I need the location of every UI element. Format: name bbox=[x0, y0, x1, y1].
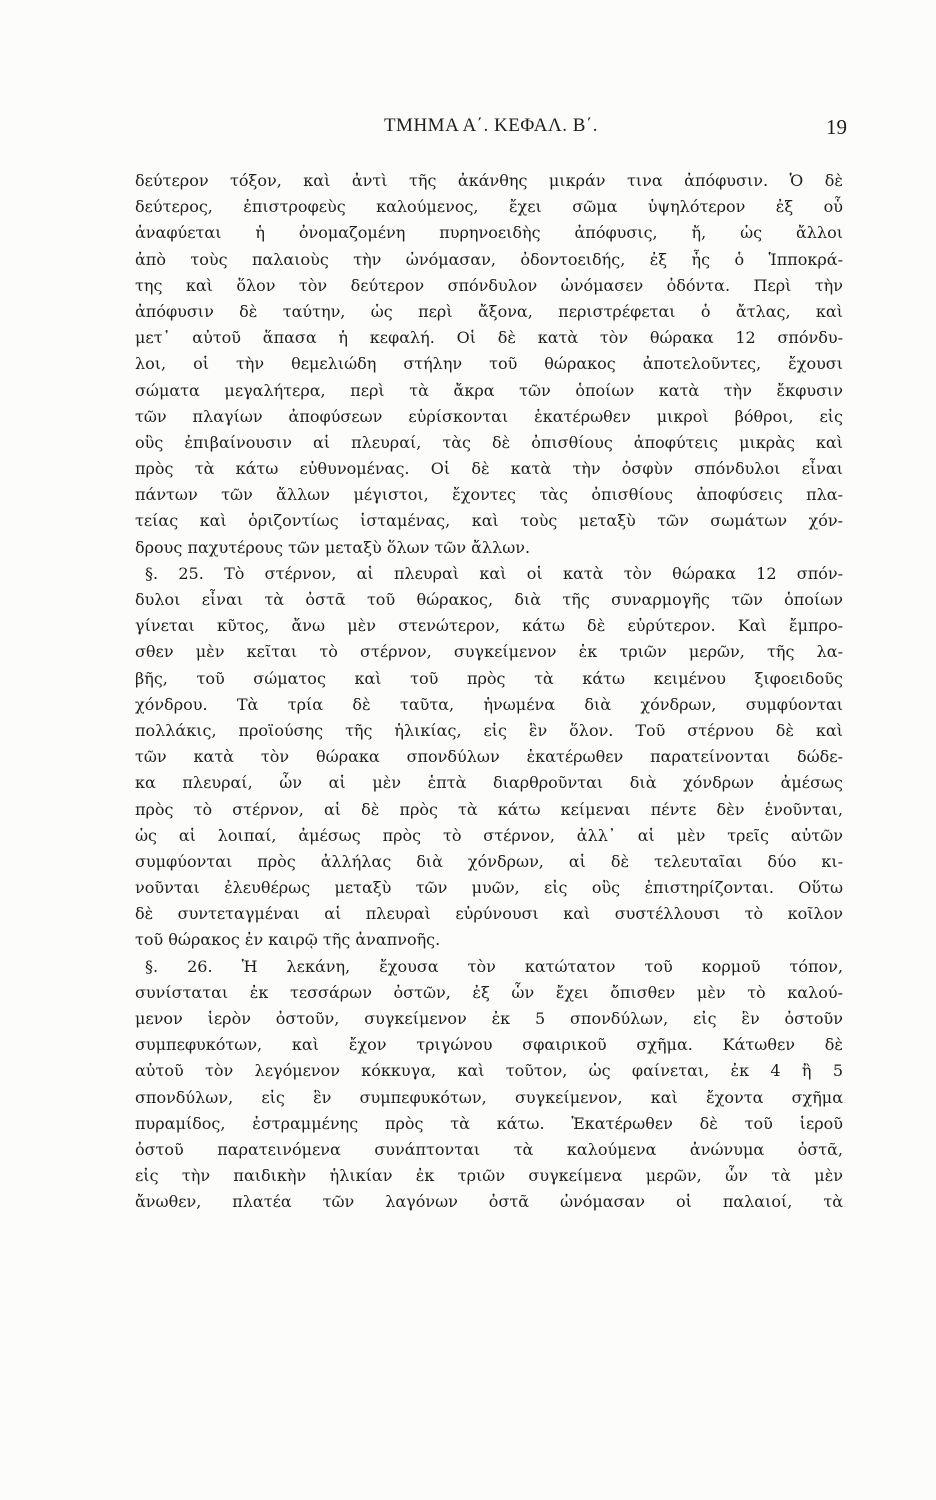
text-line: ὀστοῦ παρατεινόμενα συνάπτονται τὰ καλούμενα ἀνώνυμα ὀστᾶ, bbox=[135, 1139, 843, 1159]
text-line: ἀναφύεται ἡ ὀνομαζομένη πυρηνοειδὴς ἀπόφυσις, ἤ, ὡς ἄλλοι bbox=[135, 223, 843, 243]
text-line: γίνεται κῦτος, ἄνω μὲν στενώτερον, κάτω δὲ εὐρύτερον. Καὶ ἔμπρο- bbox=[135, 616, 843, 636]
text-line: ἄνωθεν, πλατέα τῶν λαγόνων ὀστᾶ ὠνόμασαν οἱ παλαιοί, τὰ bbox=[135, 1192, 843, 1212]
text-line: πυραμίδος, ἐστραμμένης πρὸς τὰ κάτω. Ἑκατέρωθεν δὲ τοῦ ἱεροῦ bbox=[135, 1113, 843, 1133]
text-line: οὓς ἐπιβαίνουσιν αἱ πλευραί, τὰς δὲ ὀπισθίους ἀποφύτεις μικρὰς καὶ bbox=[135, 432, 843, 452]
text-line: σθεν μὲν κεῖται τὸ στέρνον, συγκείμενον ἐκ τριῶν μερῶν, τῆς λα- bbox=[135, 642, 843, 662]
text-line: πρὸς τὰ κάτω εὐθυνομένας. Οἱ δὲ κατὰ τὴν ὀσφὺν σπόνδυλοι εἶναι bbox=[135, 459, 843, 479]
text-line: ὡς αἱ λοιπαί, ἀμέσως πρὸς τὸ στέρνον, ἀλλ᾽ αἱ μὲν τρεῖς αὐτῶν bbox=[135, 825, 843, 845]
text-line: ἀπὸ τοὺς παλαιοὺς τὴν ὠνόμασαν, ὀδοντοειδής, ἐξ ἧς ὁ Ἱπποκρά- bbox=[135, 249, 843, 269]
text-line: δεύτερον τόξον, καὶ ἀντὶ τῆς ἀκάνθης μικράν τινα ἀπόφυσιν. Ὁ δὲ bbox=[135, 171, 843, 190]
text-line: τῶν πλαγίων ἀποφύσεων εὑρίσκονται ἑκατέρωθεν μικροὶ βόθροι, εἰς bbox=[135, 406, 843, 426]
page-number: 19 bbox=[826, 115, 847, 139]
text-line: δυλοι εἶναι τὰ ὀστᾶ τοῦ θώρακος, διὰ τῆς συναρμογῆς τῶν ὁποίων bbox=[135, 590, 843, 609]
text-line: πολλάκις, προϊούσης τῆς ἡλικίας, εἰς ἓν ὅλον. Τοῦ στέρνου δὲ καὶ bbox=[135, 720, 843, 740]
text-line: πρὸς τὸ στέρνον, αἱ δὲ πρὸς τὰ κάτω κείμεναι πέντε δὲν ἑνοῦνται, bbox=[135, 799, 843, 819]
text-line: συμπεφυκότων, καὶ ἔχον τριγώνου σφαιρικοῦ σχῆμα. Κάτωθεν δὲ bbox=[135, 1035, 843, 1055]
text-line: ἀπόφυσιν δὲ ταύτην, ὡς περὶ ἄξονα, περιστρέφεται ὁ ἄτλας, καὶ bbox=[135, 301, 843, 321]
text-line: νοῦνται ἐλευθέρως μεταξὺ τῶν μυῶν, εἰς οὓς ἐπιστηρίζονται. Οὕτω bbox=[135, 878, 843, 898]
text-line: συμφύονται πρὸς ἀλλήλας διὰ χόνδρων, αἱ δὲ τελευταῖαι δύο κι- bbox=[135, 851, 843, 871]
text-line: δρους παχυτέρους τῶν μεταξὺ ὅλων τῶν ἄλλων. bbox=[135, 537, 531, 557]
text-line: τῶν κατὰ τὸν θώρακα σπονδύλων ἑκατέρωθεν παρατείνονται δώδε- bbox=[135, 747, 843, 767]
text-line: της καὶ ὅλον τὸν δεύτερον σπόνδυλον ὠνόμασεν ὀδόντα. Περὶ τὴν bbox=[135, 275, 843, 295]
text-line: δὲ συντεταγμέναι αἱ πλευραὶ εὐρύνουσι καὶ συστέλλουσι τὸ κοῖλον bbox=[135, 904, 843, 924]
text-line: συνίσταται ἐκ τεσσάρων ὀστῶν, ἐξ ὧν ἔχει ὄπισθεν μὲν τὸ καλού- bbox=[135, 982, 843, 1002]
text-line: λοι, οἱ τὴν θεμελιώδη στήλην τοῦ θώρακος ἀποτελοῦντες, ἔχουσι bbox=[135, 354, 843, 374]
text-line: πάντων τῶν ἄλλων μέγιστοι, ἔχοντες τὰς ὀπισθίους ἀποφύσεις πλα- bbox=[135, 485, 843, 505]
running-head: ΤΜΗΜΑ Α΄. ΚΕΦΑΛ. Β΄. bbox=[383, 115, 599, 136]
text-line: χόνδρου. Τὰ τρία δὲ ταῦτα, ἡνωμένα διὰ χόνδρων, συμφύονται bbox=[135, 694, 843, 714]
paragraph-26-start: §. 26. Ἡ λεκάνη, ἔχουσα τὸν κατώτατον τοῦ κορμοῦ τόπον, bbox=[145, 956, 843, 976]
text-line: αὐτοῦ τὸν λεγόμενον κόκκυγα, καὶ τοῦτον, ὡς φαίνεται, ἐκ 4 ἢ 5 bbox=[135, 1061, 843, 1081]
text-line: βῆς, τοῦ σώματος καὶ τοῦ πρὸς τὰ κάτω κειμένου ξιφοειδοῦς bbox=[135, 668, 843, 688]
text-line: δεύτερος, ἐπιστροφεὺς καλούμενος, ἔχει σῶμα ὑψηλότερον ἐξ οὗ bbox=[135, 197, 843, 217]
text-line: μενον ἱερὸν ὀστοῦν, συγκείμενον ἐκ 5 σπονδύλων, εἰς ἓν ὀστοῦν bbox=[135, 1009, 843, 1028]
body-text bbox=[135, 168, 843, 1216]
text-line: μετ᾽ αὐτοῦ ἅπασα ἡ κεφαλή. Οἱ δὲ κατὰ τὸν θώρακα 12 σπόνδυ- bbox=[135, 328, 843, 348]
text-line: εἰς τὴν παιδικὴν ἡλικίαν ἐκ τριῶν συγκείμενα μερῶν, ὧν τὰ μὲν bbox=[135, 1166, 843, 1186]
paragraph-25-start: §. 25. Τὸ στέρνον, αἱ πλευραὶ καὶ οἱ κατὰ τὸν θώρακα 12 σπόν- bbox=[145, 563, 843, 583]
text-line: σώματα μεγαλήτερα, περὶ τὰ ἄκρα τῶν ὁποίων κατὰ τὴν ἔκφυσιν bbox=[135, 380, 843, 400]
text-line: κα πλευραί, ὧν αἱ μὲν ἑπτὰ διαρθροῦνται διὰ χόνδρων ἀμέσως bbox=[135, 773, 843, 793]
text-line: τείας καὶ ὁριζοντίως ἱσταμένας, καὶ τοὺς μεταξὺ τῶν σωμάτων χόν- bbox=[135, 511, 843, 531]
page-header bbox=[135, 115, 847, 145]
text-line: τοῦ θώρακος ἐν καιρῷ τῆς ἀναπνοῆς. bbox=[135, 930, 441, 950]
text-line: σπονδύλων, εἰς ἓν συμπεφυκότων, συγκείμενον, καὶ ἔχοντα σχῆμα bbox=[135, 1087, 843, 1107]
